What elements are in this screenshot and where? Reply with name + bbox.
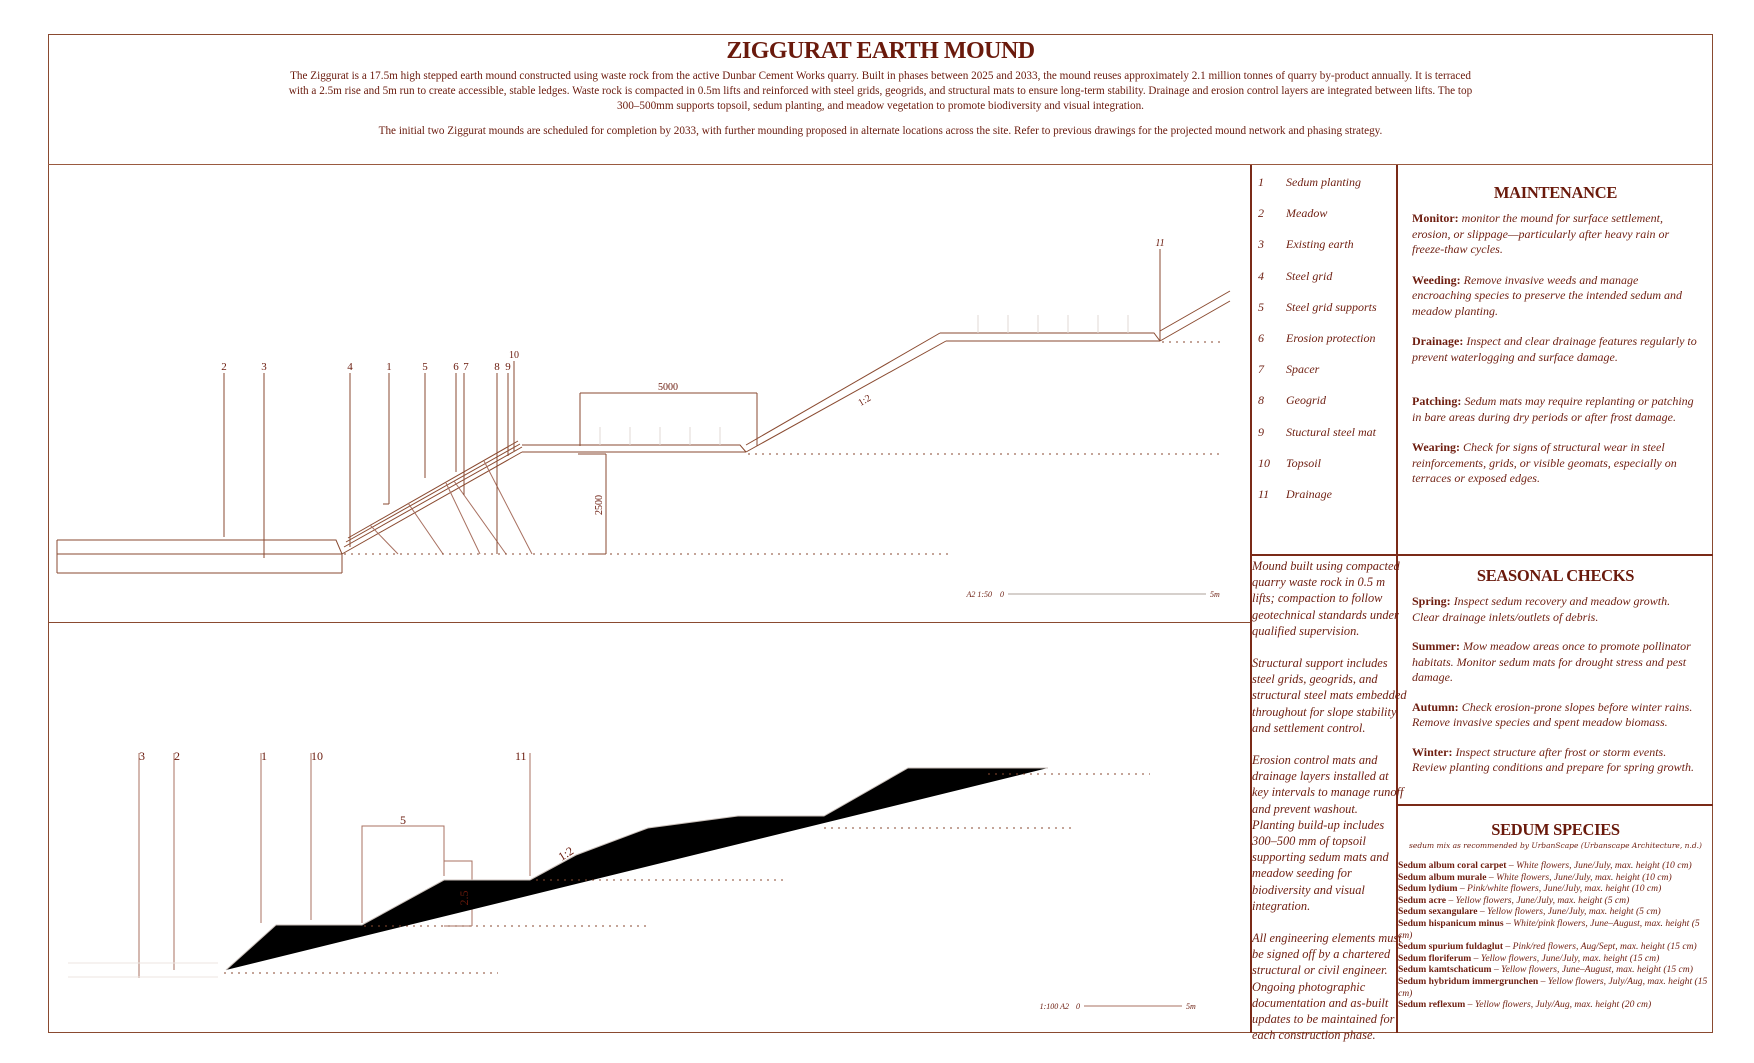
callout-9: 9	[505, 361, 511, 373]
species-item: Sedum reflexum – Yellow flowers, July/Aug, max. height (20 cm)	[1398, 999, 1652, 1011]
section-overview-svg	[48, 623, 1250, 1033]
legend-item: 8 Geogrid	[1258, 393, 1326, 408]
maintenance-item: Patching: Sedum mats may require replanting or patching in bare areas during dry periods or after frost damage.	[1412, 394, 1694, 424]
callout-2: 2	[221, 361, 227, 373]
intro-text: The Ziggurat is a 17.5m high stepped earth mound constructed using waste rock from the active Dunbar Cement Works quarry. Built in phases between 2025 and 2033, the mound reuses approximately 2.1 million tonnes of quarry by-product annually. It is terraced with a 2.5m rise and 5m run to create accessible, stable ledges. Waste rock is compacted in 0.5m lifts and reinforced with steel grids, geogrids, and structural mats to ensure long-term stability. Drainage and erosion control layers are integrated between lifts. The top 300–500mm supports topsoil, sedum planting, and meadow vegetation to promote biodiversity and visual integration.	[288, 70, 1473, 112]
species-item: Sedum floriferum – Yellow flowers, June/July, max. height (15 cm)	[1398, 952, 1660, 964]
overview-scale-start: 0	[1076, 1002, 1080, 1011]
section-detail-drawing	[48, 165, 1250, 623]
species-item: Sedum album murale – White flowers, June/July, max. height (10 cm)	[1398, 871, 1672, 883]
maintenance-item: Wearing: Check for signs of structural wear in steel reinforcements, grids, or visible geomats, especially on terraces or exposed edges.	[1412, 440, 1677, 485]
maintenance-item: Weeding: Remove invasive weeds and manage encroaching species to preserve the intended sedum and meadow planting.	[1412, 272, 1683, 318]
overview-callout-10: 10	[311, 749, 323, 763]
legend-item: 7 Spacer	[1258, 362, 1320, 377]
callout-6: 6	[453, 361, 459, 373]
legend-item: 5 Steel grid supports	[1258, 299, 1377, 314]
maintenance-section	[1398, 165, 1713, 556]
construction-notes	[1250, 556, 1407, 1043]
page-title: ZIGGURAT EARTH MOUND	[726, 38, 1035, 64]
slope-ratio: 1:2	[856, 392, 874, 409]
species-item: Sedum hispanicum minus – White/pink flowers, June–August, max. height (5 cm)	[1398, 917, 1700, 941]
overview-callout-1: 1	[261, 749, 267, 763]
schedule-text: The initial two Ziggurat mounds are scheduled for completion by 2033, with further mounding proposed in alternate locations across the site. Refer to previous drawings for the projected mound network and phasing strategy.	[378, 125, 1383, 137]
maintenance-title: MAINTENANCE	[1493, 183, 1618, 202]
callout-4: 4	[347, 361, 353, 373]
legend-item: 2 Meadow	[1258, 206, 1328, 221]
scale-label: A2 1:50	[966, 590, 992, 599]
seasonal-item: Winter: Inspect structure after frost or storm events. Review planting conditions and prepare for spring growth.	[1412, 744, 1694, 774]
species-item: Sedum lydium – Pink/white flowers, June/July, max. height (10 cm)	[1398, 883, 1662, 895]
legend-item: 4 Steel grid	[1258, 268, 1333, 283]
callout-5: 5	[422, 361, 428, 373]
maintenance-item: Drainage: Inspect and clear drainage features regularly to prevent waterlogging and surface damage.	[1412, 334, 1697, 364]
legend-item: 3 Existing earth	[1258, 237, 1354, 252]
note: Planting build-up includes 300–500 mm of topsoil supporting sedum mats and meadow seeding for biodiversity and visual integration.	[1252, 817, 1389, 913]
seasonal-item: Spring: Inspect sedum recovery and meadow growth. Clear drainage inlets/outlets of debris.	[1412, 594, 1671, 624]
species-item: Sedum hybridum immergrunchen – Yellow flowers, July/Aug, max. height (15 cm)	[1398, 975, 1708, 999]
seasonal-item: Summer: Mow meadow areas once to promote pollinator habitats. Monitor sedum mats for drought stress and pest damage.	[1412, 639, 1691, 684]
legend-item: 1 Sedum planting	[1258, 175, 1361, 189]
overview-slope-ratio: 1:2	[555, 843, 577, 864]
legend-item: 6 Erosion protection	[1258, 330, 1376, 345]
callout-8: 8	[494, 361, 500, 373]
callout-11: 11	[1155, 238, 1165, 249]
species-item: Sedum sexangulare – Yellow flowers, June/July, max. height (5 cm)	[1398, 906, 1661, 918]
sedum-species-section	[1398, 806, 1713, 1033]
callout-7: 7	[463, 361, 469, 373]
species-item: Sedum kamtschaticum – Yellow flowers, June–August, max. height (15 cm)	[1398, 964, 1693, 976]
scale-start: 0	[1000, 590, 1004, 599]
note: All engineering elements must be signed off by a chartered structural or civil engineer. Ongoing photographic documentation and as-built updates to be maintained for each construction phase.	[1252, 931, 1402, 1043]
overview-callout-3: 3	[139, 749, 145, 763]
species-item: Sedum spurium fuldaglut – Pink/red flowers, Aug/Sept, max. height (15 cm)	[1398, 941, 1697, 953]
section-detail-svg	[48, 165, 1250, 623]
species-item: Sedum album coral carpet – White flowers, June/July, max. height (10 cm)	[1398, 860, 1692, 871]
callout-3: 3	[261, 361, 267, 373]
overview-dimension-rise: 2.5	[457, 890, 471, 906]
seasonal-item: Autumn: Check erosion-prone slopes before winter rains. Remove invasive species and spent meadow biomass.	[1412, 699, 1693, 729]
overview-callout-11: 11	[515, 749, 527, 763]
legend-item: 10 Topsoil	[1258, 455, 1321, 470]
dimension-run: 5000	[658, 382, 678, 393]
callout-1: 1	[386, 361, 392, 373]
overview-dimension-run: 5	[400, 813, 406, 827]
dimension-rise: 2500	[594, 495, 605, 515]
note: Mound built using compacted quarry waste rock in 0.5 m lifts; compaction to follow geotechnical standards under qualified supervision.	[1252, 559, 1400, 638]
overview-scale-end: 5m	[1186, 1002, 1196, 1011]
title-block	[48, 34, 1713, 165]
seasonal-checks-section	[1398, 556, 1713, 806]
seasonal-title: SEASONAL CHECKS	[1476, 566, 1635, 585]
overview-callout-2: 2	[174, 749, 180, 763]
note: Structural support includes steel grids, geogrids, and structural steel mats embedded throughout for slope stability and settlement control.	[1252, 656, 1407, 735]
legend	[1250, 165, 1398, 556]
legend-item: 9 Stuctural steel mat	[1258, 424, 1376, 439]
callout-10: 10	[509, 350, 519, 361]
maintenance-item: Monitor: monitor the mound for surface settlement, erosion, or slippage—particularly after heavy rain or freeze-thaw cycles.	[1412, 211, 1670, 256]
sedum-subtitle: sedum mix as recommended by UrbanScape (Urbanscape Architecture, n.d.)	[1409, 841, 1702, 850]
section-overview-drawing	[48, 623, 1250, 1033]
overview-scale-label: 1:100 A2	[1039, 1002, 1069, 1011]
legend-item: 11 Drainage	[1258, 486, 1332, 501]
scale-end: 5m	[1210, 590, 1220, 599]
species-item: Sedum acre – Yellow flowers, June/July, max. height (5 cm)	[1398, 894, 1630, 906]
sedum-title: SEDUM SPECIES	[1491, 820, 1620, 839]
note: Erosion control mats and drainage layers installed at key intervals to manage runoff and prevent washout.	[1252, 753, 1404, 816]
